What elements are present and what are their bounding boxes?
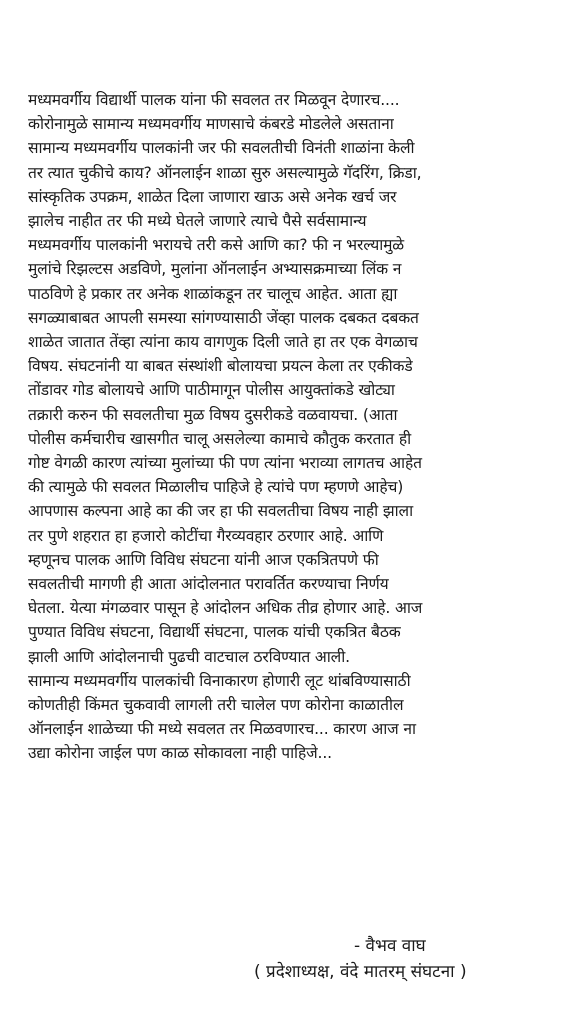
- article-line: झाली आणि आंदोलनाची पुढची वाटचाल ठरविण्यात आली.: [28, 647, 350, 666]
- author-name: - वैभव वाघ: [354, 936, 426, 956]
- signature-block: [240, 933, 560, 985]
- article-line: घेतला. येत्या मंगळवार पासून हे आंदोलन अधिक तीव्र होणार आहे. आज: [28, 599, 423, 618]
- article-line: सामान्य मध्यमवर्गीय पालकांची विनाकारण होणारी लूट थांबविण्यासाठी: [28, 671, 411, 690]
- article-line: तोंडावर गोड बोलायचे आणि पाठीमागून पोलीस आयुक्तांकडे खोट्या: [28, 381, 395, 400]
- article-line: सांस्कृतिक उपक्रम, शाळेत दिला जाणारा खाऊ असे अनेक खर्च जर: [28, 187, 397, 206]
- article-line: मध्यमवर्गीय विद्यार्थी पालक यांना फी सवलत तर मिळवून देणारच....: [28, 91, 400, 109]
- article-body: [28, 88, 558, 766]
- article-line: सामान्य मध्यमवर्गीय पालकांनी जर फी सवलतीची विनंती शाळांना केली: [28, 139, 415, 158]
- article-line: पुण्यात विविध संघटना, विद्यार्थी संघटना, पालक यांची एकत्रित बैठक: [28, 623, 401, 642]
- article-line: कोरोनामुळे सामान्य मध्यमवर्गीय माणसाचे कंबरडे मोडलेले असताना: [28, 115, 394, 134]
- article-line: ऑनलाईन शाळेच्या फी मध्ये सवलत तर मिळवणारच... कारण आज ना: [28, 720, 416, 739]
- article-line: विषय. संघटनांनी या बाबत संस्थांशी बोलायचा प्रयत्न केला तर एकीकडे: [28, 357, 413, 376]
- article-line: झालेच नाहीत तर फी मध्ये घेतले जाणारे त्याचे पैसे सर्वसामान्य: [28, 212, 367, 231]
- article-line: सगळ्याबाबत आपली समस्या सांगण्यासाठी जेंव्हा पालक दबकत दबकत: [28, 308, 419, 327]
- article-line: तक्रारी करुन फी सवलतीचा मुळ विषय दुसरीकडे वळवायचा. (आता: [28, 405, 398, 424]
- article-line: तर त्यात चुकीचे काय? ऑनलाईन शाळा सुरु असल्यामुळे गॅदरिंग, क्रिडा,: [28, 163, 422, 182]
- article-line: तर पुणे शहरात हा हजारो कोटींचा गैरव्यवहार ठरणार आहे. आणि: [28, 526, 384, 545]
- article-line: गोष्ट वेगळी कारण त्यांच्या मुलांच्या फी पण त्यांना भराव्या लागतच आहेत: [28, 454, 422, 473]
- author-title: ( प्रदेशाध्यक्ष, वंदे मातरम् संघटना ): [254, 962, 467, 982]
- article-line: मध्यमवर्गीय पालकांनी भरायचे तरी कसे आणि का? फी न भरल्यामुळे: [28, 236, 405, 255]
- article-line: उद्या कोरोना जाईल पण काळ सोकावला नाही पाहिजे...: [28, 744, 332, 763]
- article-line: म्हणूनच पालक आणि विविध संघटना यांनी आज एकत्रितपणे फी: [28, 550, 379, 569]
- article-line: शाळेत जातात तेंव्हा त्यांना काय वागणुक दिली जाते हा तर एक वेगळाच: [28, 333, 418, 352]
- article-line: पोलीस कर्मचारीच खासगीत चालू असलेल्या कामाचे कौतुक करतात ही: [28, 429, 412, 448]
- article-line: मुलांचे रिझल्टस अडविणे, मुलांना ऑनलाईन अभ्यासक्रमाच्या लिंक न: [28, 260, 402, 279]
- article-line: कोणतीही किंमत चुकवावी लागली तरी चालेल पण कोरोना काळातील: [28, 696, 404, 715]
- article-line: सवलतीची मागणी ही आता आंदोलनात परावर्तित करण्याचा निर्णय: [28, 575, 389, 594]
- article-line: आपणास कल्पना आहे का की जर हा फी सवलतीचा विषय नाही झाला: [28, 502, 413, 521]
- article-line: की त्यामुळे फी सवलत मिळालीच पाहिजे हे त्यांचे पण म्हणणे आहेच): [28, 478, 404, 497]
- article-line: पाठविणे हे प्रकार तर अनेक शाळांकडून तर चालूच आहेत. आता ह्या: [28, 284, 398, 303]
